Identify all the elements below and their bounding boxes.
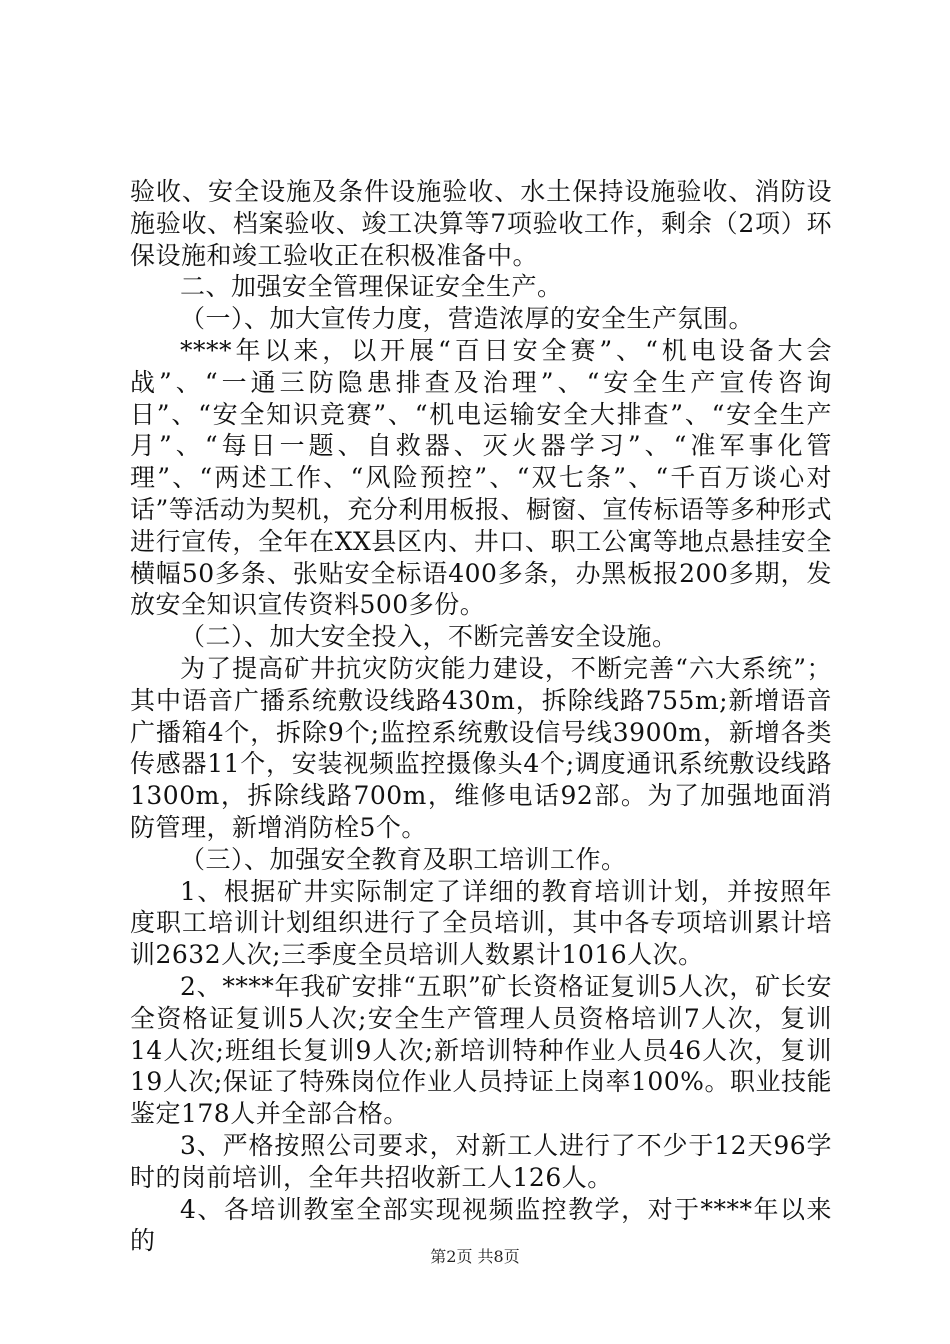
paragraph-certificate-training: 2、****年我矿安排“五职”矿长资格证复训5人次，矿长安全资格证复训5人次;安全生产管理人员资格培训7人次，复训14人次;班组长复训9人次;新培训特种作业人员46人次，复训19人次;保证了特殊岗位作业人员持证上岗率100%。职业技能鉴定178人并全部合格。 <box>130 971 832 1129</box>
paragraph-training-plan: 1、根据矿井实际制定了详细的教育培训计划，并按照年度职工培训计划组织进行了全员培训，其中各专项培训累计培训2632人次;三季度全员培训人数累计1016人次。 <box>130 876 832 970</box>
page-number-footer: 第2页 共8页 <box>430 1247 520 1266</box>
paragraph-acceptance-work: 验收、安全设施及条件设施验收、水土保持设施验收、消防设施验收、档案验收、竣工决算等7项验收工作，剩余（2项）环保设施和竣工验收正在积极准备中。 <box>130 177 832 270</box>
paragraph-publicity-activities: ****年以来，以开展“百日安全赛”、“机电设备大会战”、“一通三防隐患排查及治理”、“安全生产宣传咨询日”、“安全知识竞赛”、“机电运输安全大排查”、“安全生产月”、“每日一题、自救器、灭火器学习”、“准军事化管理”、“两述工作、“风险预控”、“双七条”、“千百万谈心对话”等活动为契机，充分利用板报、橱窗、宣传标语等多种形式进行宣传，全年在XX县区内、井口、职工公寓等地点悬挂安全横幅50多条、张贴安全标语400多条，办黑板报200多期，发放安全知识宣传资料500多份。 <box>130 335 832 620</box>
paragraph-new-worker-training: 3、严格按照公司要求，对新工人进行了不少于12天96学时的岗前培训，全年共招收新工人126人。 <box>130 1130 832 1192</box>
paragraph-video-monitoring: 4、各培训教室全部实现视频监控教学，对于****年以来的 <box>130 1194 832 1256</box>
paragraph-six-systems: 为了提高矿井抗灾防灾能力建设，不断完善“六大系统”；其中语音广播系统敷设线路430m，拆除线路755m;新增语音广播箱4个，拆除9个;监控系统敷设信号线3900m，新增各类传感器11个，安装视频监控摄像头4个;调度通讯系统敷设线路1300m，拆除线路700m，维修电话92部。为了加强地面消防管理，新增消防栓5个。 <box>130 653 832 842</box>
subheading-safety-education: （三）、加强安全教育及职工培训工作。 <box>180 844 627 874</box>
subheading-publicity: （一）、加大宣传力度，营造浓厚的安全生产氛围。 <box>180 304 755 334</box>
document-body <box>130 176 832 1257</box>
subheading-safety-investment: （二）、加大安全投入，不断完善安全设施。 <box>180 622 678 652</box>
heading-safety-management: 二、加强安全管理保证安全生产。 <box>180 272 563 302</box>
